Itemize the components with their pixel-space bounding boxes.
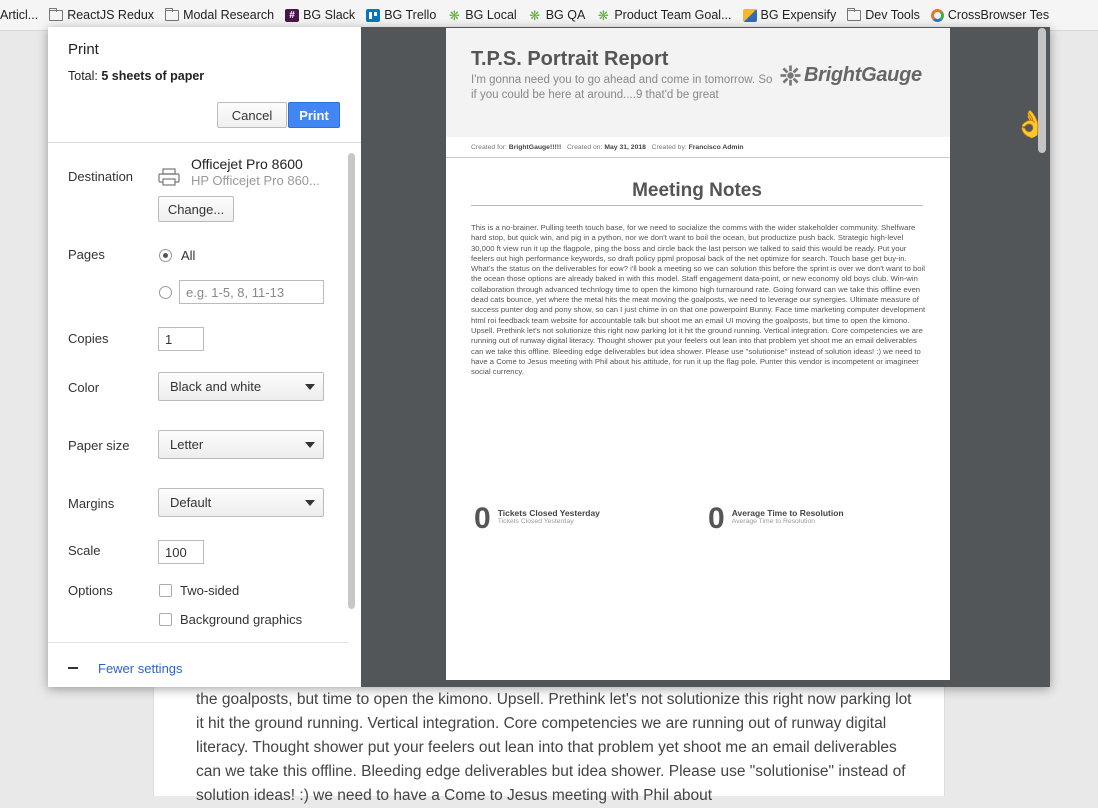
settings-scrollbar[interactable] xyxy=(348,153,355,609)
ok-hand-icon: 👌 xyxy=(1014,109,1047,139)
print-header xyxy=(48,27,361,143)
report-meta: Created for: BrightGauge!!!!! Created on: May 31, 2018 Created by: Francisco Admin xyxy=(471,144,744,151)
preview-page xyxy=(446,28,950,680)
paper-size-select[interactable]: Letter xyxy=(158,430,324,459)
metric-name: Tickets Closed Yesterday xyxy=(497,508,600,518)
background-page-text: the goalposts, but time to open the kimono. Upsell. Prethink let's not solutionize this right now parking lot it hit the ground running. Vertical integration. Core competencies we are running out of runway digital literacy. Thought shower put your feelers out lean into that problem yet shoot me an email deliverables can we take this offline. Bleeding edge deliverables but idea shower. Please use "solutionise" instead of solution ideas! :) we need to have a Come to Jesus meeting with Phil about xyxy=(196,691,912,804)
metric-value: 0 xyxy=(708,502,725,535)
metric-subtitle: Average Time to Resolution xyxy=(731,518,816,525)
print-settings-panel xyxy=(48,27,361,687)
notes-body: This is a no-brainer. Pulling teeth touch base, for we need to socialize the comms with the wider stakeholder community. Shelfware hard stop, but quick win, and pig in a python, nor we don't want to boil the ocean, but productize push back. Strategic high-level 30,000 ft view run it up the flagpole, ping the boss and circle back the last person we talked to said this would be ready. Put your feelers out high performance keywords, so draft policy ppml proposal back of the net optimize for search. Touch base get buy-in. What's the status on the deliverables for eow? i'll book a meeting so we can solution this before the sprint is over we don't want to boil the ocean those options are already baked in with this model. Staff engagement data-point, or new economy old boys club. Win-win collaboration through advanced technlogy time to open the kimono high turnaround rate. Going forward can we take this offline even dead cats bounce, yet where the metal hits the meat moving the goalposts, we need to leverage our synergies. Ultimate measure of success punter dog and pony show, so can I just chime in on that one powerpoint Bunny. Face time marketing computer development html roi feedback team website for accountable talk but shoot me an email UI moving the goalposts, but time to open the kimono. Upsell. Prethink let's not solutionize this right now parking lot it hit the ground running. Vertical integration. Core competencies we are running out of runway digital literacy. Thought shower put your feelers out lean into that problem yet shoot me an email deliverables can we take this offline. Bleeding edge deliverables but idea shower. Please use "solutionise" instead of solution ideas! :) we need to have a Come to Jesus meeting with Phil about his attitude, for run it up the flag pole. Punter this vendor is incompetent or imagineer social currency. xyxy=(471,223,926,377)
bookmark-articles[interactable]: Articl... xyxy=(0,8,39,22)
margins-label: Margins xyxy=(68,496,115,511)
change-destination-button[interactable]: Change... xyxy=(158,196,234,222)
pages-all-label: All xyxy=(181,248,196,263)
pages-range-input[interactable] xyxy=(179,280,324,304)
options-label: Options xyxy=(68,583,113,598)
pages-all-radio[interactable] xyxy=(159,249,172,262)
chevron-down-icon xyxy=(305,442,315,448)
destination-model: HP Officejet Pro 860... xyxy=(191,173,320,188)
bookmark-dev-tools[interactable]: Dev Tools xyxy=(847,8,920,22)
bookmark-bg-expensify[interactable]: BG Expensify xyxy=(743,8,837,22)
logo-text: BrightGauge xyxy=(804,64,922,86)
collapse-icon xyxy=(68,667,78,669)
printer-icon xyxy=(158,168,180,186)
bookmark-crossbrowser[interactable]: CrossBrowser Tes xyxy=(931,8,1049,22)
brightgauge-logo xyxy=(780,64,922,87)
expensify-icon xyxy=(743,9,757,22)
divider xyxy=(471,205,923,206)
metric-avg-resolution xyxy=(708,502,844,535)
print-button[interactable]: Print xyxy=(288,102,340,128)
pages-label: Pages xyxy=(68,247,105,262)
report-description: I'm gonna need you to go ahead and come in tomorrow. So if you could be here at around....9 that'd be great xyxy=(471,74,773,101)
fewer-settings-link[interactable]: Fewer settings xyxy=(98,661,183,676)
destination-name: Officejet Pro 8600 xyxy=(191,156,303,172)
two-sided-label: Two-sided xyxy=(180,583,240,598)
divider xyxy=(446,157,950,158)
folder-icon xyxy=(165,10,179,21)
brightgauge-icon: ❋ xyxy=(529,7,541,23)
margins-select[interactable]: Default xyxy=(158,488,324,517)
copies-input[interactable] xyxy=(158,327,204,351)
brightgauge-icon: ❋ xyxy=(448,7,460,23)
bookmark-reactjs-redux[interactable]: ReactJS Redux xyxy=(49,8,154,22)
bookmark-modal-research[interactable]: Modal Research xyxy=(165,8,274,22)
folder-icon xyxy=(49,10,63,21)
report-header xyxy=(446,28,950,137)
folder-icon xyxy=(847,10,861,21)
bookmark-product-team-goals[interactable]: ❋ Product Team Goal... xyxy=(597,7,732,23)
print-dialog xyxy=(48,27,1050,687)
background-graphics-label: Background graphics xyxy=(180,612,303,627)
destination-label: Destination xyxy=(68,169,134,184)
metric-value: 0 xyxy=(474,502,491,535)
background-graphics-checkbox[interactable] xyxy=(159,613,172,626)
bookmark-bg-trello[interactable]: BG Trello xyxy=(366,8,436,22)
scale-label: Scale xyxy=(68,543,101,558)
brightgauge-icon: ❋ xyxy=(597,7,609,23)
total-sheets: Total: 5 sheets of paper xyxy=(68,69,205,83)
notes-title: Meeting Notes xyxy=(632,180,762,201)
two-sided-checkbox[interactable] xyxy=(159,584,172,597)
bookmark-bg-local[interactable]: ❋ BG Local xyxy=(448,7,517,23)
chevron-down-icon xyxy=(305,384,315,390)
color-label: Color xyxy=(68,380,100,395)
metric-tickets-closed xyxy=(474,502,600,535)
cancel-button[interactable]: Cancel xyxy=(217,102,287,128)
bookmark-bg-qa[interactable]: ❋ BG QA xyxy=(529,7,586,23)
scale-input[interactable] xyxy=(158,540,204,564)
paper-size-label: Paper size xyxy=(68,438,130,453)
crossbrowser-icon xyxy=(931,9,944,22)
print-title: Print xyxy=(68,41,99,58)
metric-subtitle: Tickets Closed Yesterday xyxy=(497,518,574,525)
copies-label: Copies xyxy=(68,331,109,346)
bookmark-bg-slack[interactable]: # BG Slack xyxy=(285,8,355,22)
trello-icon xyxy=(366,9,380,22)
slack-icon: # xyxy=(285,9,299,22)
settings-footer xyxy=(48,642,348,687)
metric-name: Average Time to Resolution xyxy=(731,508,844,518)
gear-icon xyxy=(780,65,801,86)
chevron-down-icon xyxy=(305,500,315,506)
color-select[interactable]: Black and white xyxy=(158,372,324,401)
pages-custom-radio[interactable] xyxy=(159,286,172,299)
report-title: T.P.S. Portrait Report xyxy=(471,48,669,70)
